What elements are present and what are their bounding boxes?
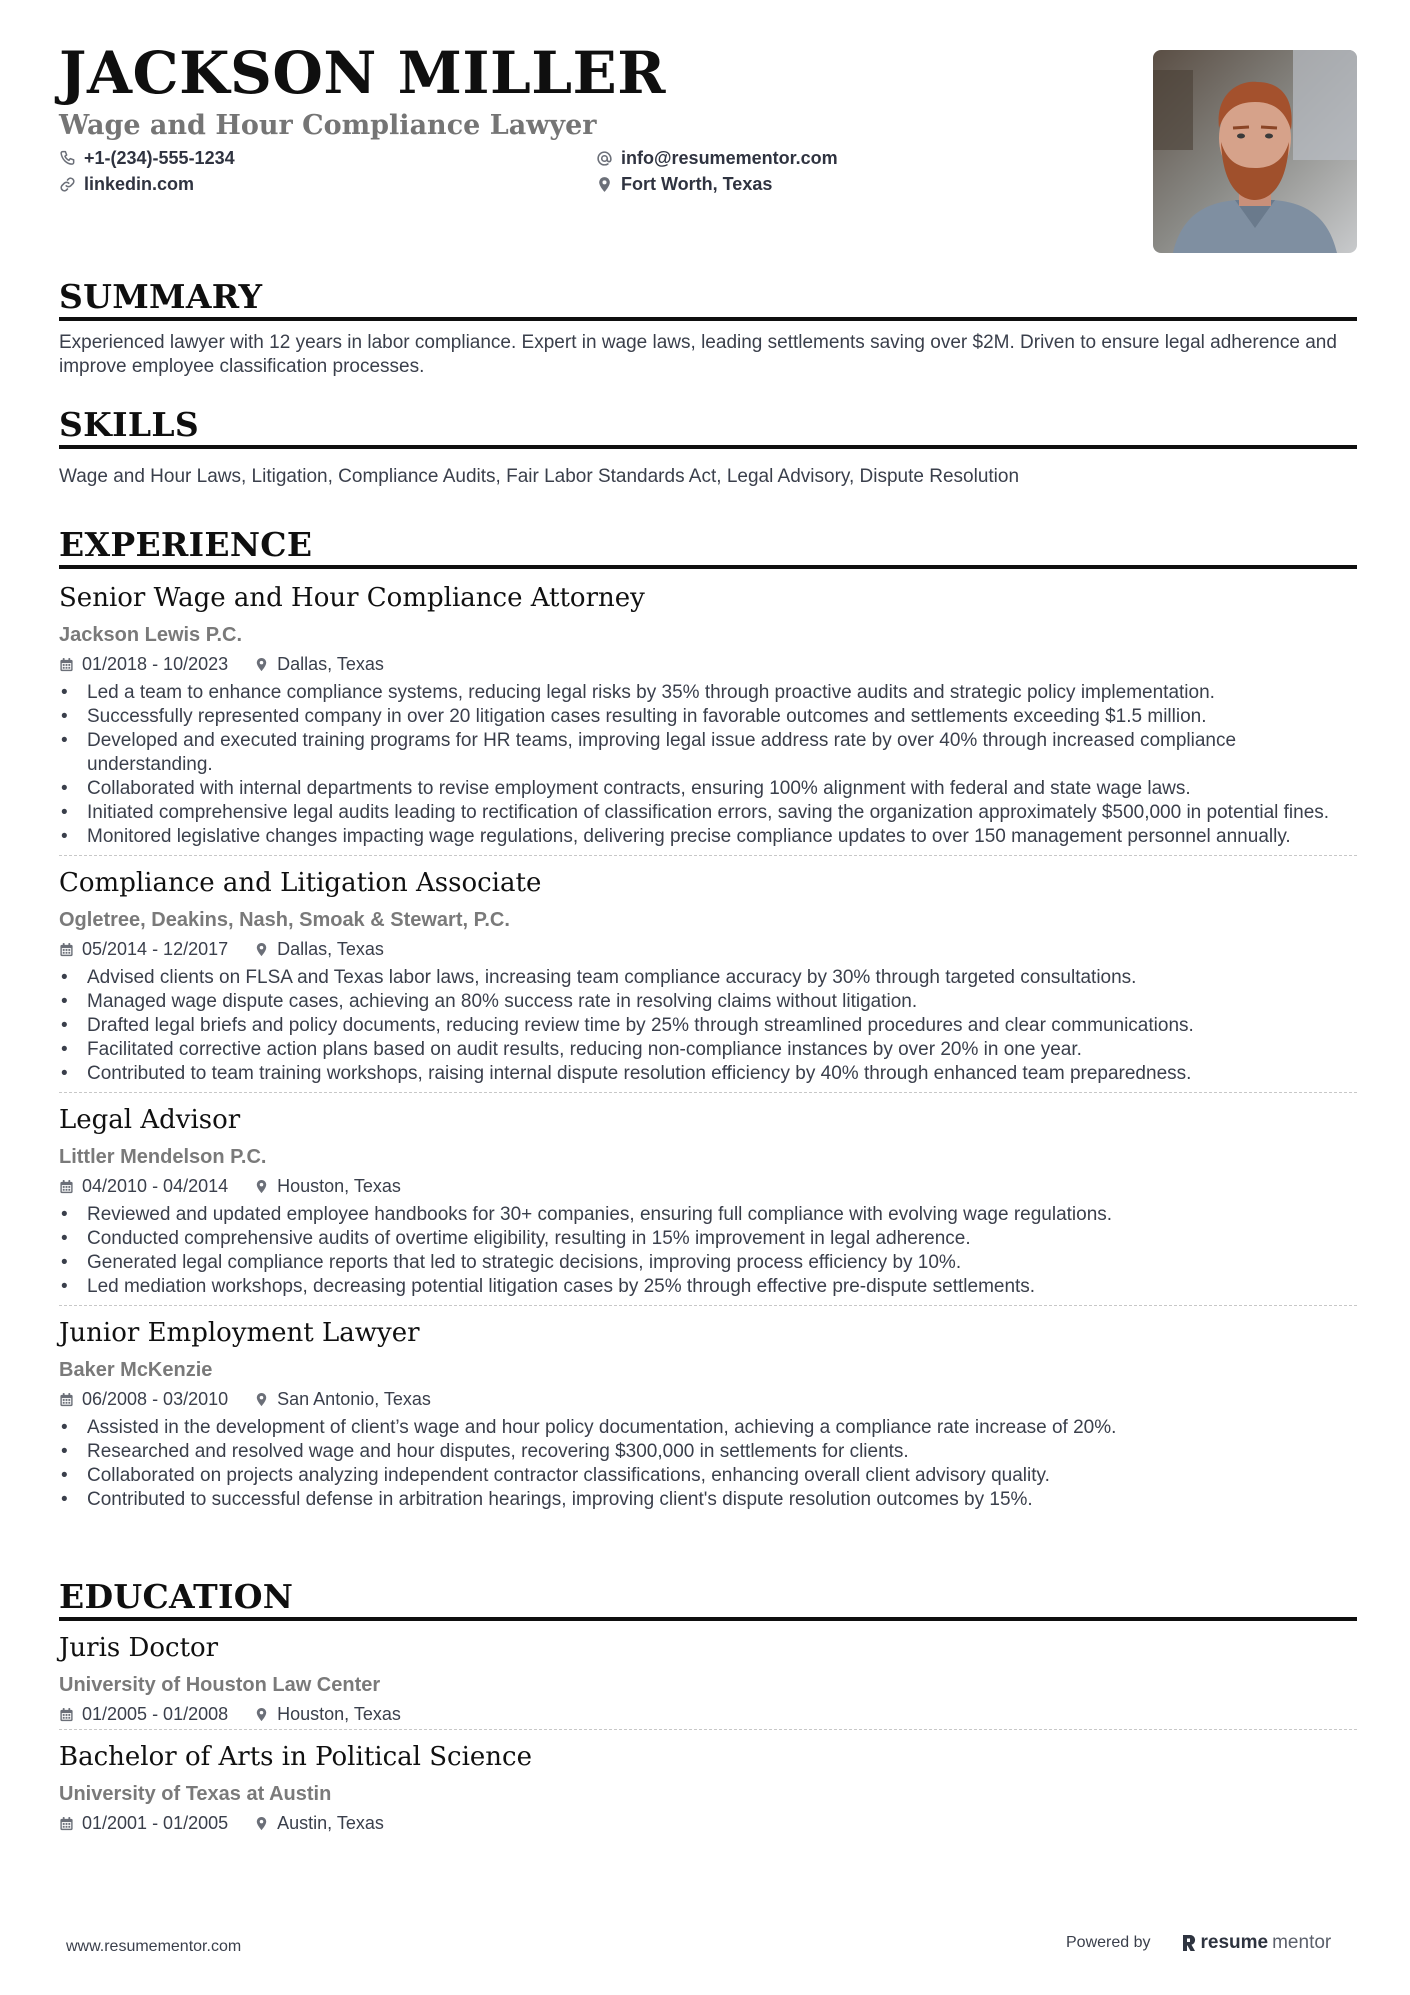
job-location-text: Dallas, Texas xyxy=(277,939,384,959)
phone-text: +1-(234)-555-1234 xyxy=(84,148,235,168)
location-pin-icon xyxy=(254,1816,269,1831)
education-heading: EDUCATION xyxy=(59,1580,1357,1621)
job-title: Junior Employment Lawyer xyxy=(59,1318,420,1348)
job-dates xyxy=(59,1177,228,1195)
entry-divider xyxy=(59,1305,1357,1306)
summary-heading: SUMMARY xyxy=(59,280,1357,321)
job-company: Littler Mendelson P.C. xyxy=(59,1146,267,1168)
location-pin-icon xyxy=(254,1179,269,1194)
footer-website[interactable]: www.resumementor.com xyxy=(66,1938,242,1955)
degree-title: Bachelor of Arts in Political Science xyxy=(59,1742,532,1772)
school-name: University of Houston Law Center xyxy=(59,1674,381,1696)
education-dates xyxy=(59,1814,228,1832)
education-dates-text: 01/2001 - 01/2005 xyxy=(82,1813,229,1833)
job-meta xyxy=(59,1177,1357,1195)
calendar-icon xyxy=(59,1179,74,1194)
bullet-item: • Generated legal compliance reports that led to strategic decisions, improving process efficiency by 10%. xyxy=(59,1251,1357,1275)
bullet-item: • Drafted legal briefs and policy documents, reducing review time by 25% through streamlined procedures and clear communications. xyxy=(59,1014,1357,1038)
location-pin-icon xyxy=(254,657,269,672)
bullet-item: • Advised clients on FLSA and Texas labor laws, increasing team compliance accuracy by 30% through targeted consultations. xyxy=(59,966,1357,990)
job-dates-text: 01/2018 - 10/2023 xyxy=(82,654,229,674)
job-title: Compliance and Litigation Associate xyxy=(59,868,542,898)
link-icon xyxy=(59,176,76,193)
bullet-item: • Led mediation workshops, decreasing potential litigation cases by 25% through effective pre-dispute settlements. xyxy=(59,1275,1357,1299)
contact-email[interactable] xyxy=(596,148,838,169)
education-dates xyxy=(59,1705,228,1723)
bullet-item: • Researched and resolved wage and hour disputes, recovering $300,000 in settlements for clients. xyxy=(59,1440,1357,1464)
profile-photo xyxy=(1153,50,1357,253)
location-pin-icon xyxy=(596,176,613,193)
education-entry xyxy=(59,1744,1357,1832)
email-text[interactable]: info@resumementor.com xyxy=(621,148,838,168)
calendar-icon xyxy=(59,657,74,672)
footer-branding xyxy=(1066,1932,1331,1954)
bullet-item: • Developed and executed training programs for HR teams, improving legal issue address rate by over 40% through increased compliance understanding. xyxy=(59,729,1357,777)
bullet-item: • Initiated comprehensive legal audits leading to rectification of classification errors, saving the organization approximately $500,000 in potential fines. xyxy=(59,801,1357,825)
job-dates-text: 04/2010 - 04/2014 xyxy=(82,1176,229,1196)
education-location-text: Austin, Texas xyxy=(277,1813,384,1833)
bullet-item: • Facilitated corrective action plans based on audit results, reducing non-compliance instances by over 20% in one year. xyxy=(59,1038,1357,1062)
contact-linkedin[interactable] xyxy=(59,174,194,195)
linkedin-text[interactable]: linkedin.com xyxy=(84,174,195,194)
calendar-icon xyxy=(59,1816,74,1831)
bullet-item: • Collaborated on projects analyzing independent contractor classifications, enhancing overall client advisory quality. xyxy=(59,1464,1357,1488)
contact-location xyxy=(596,174,772,195)
brand-logo[interactable] xyxy=(1181,1932,1332,1954)
job-entry xyxy=(59,1107,1357,1306)
job-location xyxy=(254,655,384,673)
job-dates-text: 06/2008 - 03/2010 xyxy=(82,1389,229,1409)
job-location xyxy=(254,940,384,958)
phone-icon xyxy=(59,150,76,167)
job-company: Jackson Lewis P.C. xyxy=(59,624,243,646)
skills-heading: SKILLS xyxy=(59,408,1357,449)
job-dates xyxy=(59,655,228,673)
job-entry xyxy=(59,870,1357,1093)
education-section xyxy=(59,1577,1357,1833)
bullet-item: • Managed wage dispute cases, achieving an 80% success rate in resolving claims without litigation. xyxy=(59,990,1357,1014)
degree-title: Juris Doctor xyxy=(59,1633,219,1663)
job-location-text: San Antonio, Texas xyxy=(277,1389,431,1409)
education-meta xyxy=(59,1814,1357,1832)
school-name: University of Texas at Austin xyxy=(59,1783,332,1805)
job-location-text: Houston, Texas xyxy=(277,1176,401,1196)
education-dates-text: 01/2005 - 01/2008 xyxy=(82,1704,229,1724)
location-pin-icon xyxy=(254,942,269,957)
education-meta xyxy=(59,1705,1357,1723)
calendar-icon xyxy=(59,1707,74,1722)
job-bullets xyxy=(59,1203,1357,1299)
job-location xyxy=(254,1177,401,1195)
bullet-item: • Contributed to successful defense in arbitration hearings, improving client's dispute resolution outcomes by 15%. xyxy=(59,1488,1357,1512)
bullet-item: • Successfully represented company in over 20 litigation cases resulting in favorable outcomes and settlements exceeding $1.5 million. xyxy=(59,705,1357,729)
job-title: Senior Wage and Hour Compliance Attorney xyxy=(59,583,645,613)
bullet-item: • Assisted in the development of client’s wage and hour policy documentation, achieving a compliance rate increase of 20%. xyxy=(59,1416,1357,1440)
job-dates xyxy=(59,940,228,958)
job-location xyxy=(254,1390,431,1408)
bullet-item: • Collaborated with internal departments to revise employment contracts, ensuring 100% alignment with federal and state wage laws. xyxy=(59,777,1357,801)
education-location xyxy=(254,1705,401,1723)
job-company: Baker McKenzie xyxy=(59,1359,213,1381)
resume-header xyxy=(59,0,1357,270)
summary-text: Experienced lawyer with 12 years in labor compliance. Expert in wage laws, leading settlements saving over $2M. Driven to ensure legal adherence and improve employee classification processes. xyxy=(59,332,1337,377)
summary-section xyxy=(59,277,1357,379)
contact-phone xyxy=(59,148,235,169)
education-location xyxy=(254,1814,384,1832)
job-meta xyxy=(59,655,1357,673)
job-bullets xyxy=(59,1416,1357,1512)
location-text: Fort Worth, Texas xyxy=(621,174,773,194)
job-dates xyxy=(59,1390,228,1408)
job-entry xyxy=(59,585,1357,856)
education-entry xyxy=(59,1635,1357,1730)
entry-divider xyxy=(59,855,1357,856)
at-icon xyxy=(596,150,613,167)
resume-page xyxy=(59,0,1357,1833)
brand-name-bold: resume xyxy=(1200,1932,1269,1953)
location-pin-icon xyxy=(254,1392,269,1407)
experience-section xyxy=(59,525,1357,1512)
bullet-item: • Monitored legislative changes impacting wage regulations, delivering precise compliance updates to over 150 management personnel annually. xyxy=(59,825,1357,849)
job-location-text: Dallas, Texas xyxy=(277,654,384,674)
skills-section xyxy=(59,405,1357,489)
calendar-icon xyxy=(59,1392,74,1407)
bullet-item: • Contributed to team training workshops, raising internal dispute resolution efficiency by 40% through enhanced team preparedness. xyxy=(59,1062,1357,1086)
experience-heading: EXPERIENCE xyxy=(59,528,1357,569)
bullet-item: • Led a team to enhance compliance systems, reducing legal risks by 35% through proactive audits and strategic policy implementation. xyxy=(59,681,1357,705)
skills-text: Wage and Hour Laws, Litigation, Compliance Audits, Fair Labor Standards Act, Legal Advisory, Dispute Resolution xyxy=(59,466,1020,487)
job-bullets xyxy=(59,966,1357,1086)
job-bullets xyxy=(59,681,1357,849)
powered-by-label: Powered by xyxy=(1066,1934,1151,1951)
bullet-item: • Conducted comprehensive audits of overtime eligibility, resulting in 15% improvement in legal adherence. xyxy=(59,1227,1357,1251)
candidate-role: Wage and Hour Compliance Lawyer xyxy=(59,110,597,141)
brand-name-light: mentor xyxy=(1272,1932,1332,1953)
entry-divider xyxy=(59,1092,1357,1093)
job-meta xyxy=(59,1390,1357,1408)
job-meta xyxy=(59,940,1357,958)
location-pin-icon xyxy=(254,1707,269,1722)
candidate-name: JACKSON MILLER xyxy=(59,39,666,107)
job-title: Legal Advisor xyxy=(59,1105,241,1135)
calendar-icon xyxy=(59,942,74,957)
job-entry xyxy=(59,1320,1357,1512)
resumementor-logo-icon xyxy=(1181,1933,1197,1953)
bullet-item: • Reviewed and updated employee handbooks for 30+ companies, ensuring full compliance with evolving wage regulations. xyxy=(59,1203,1357,1227)
portrait-image xyxy=(1153,50,1357,253)
job-company: Ogletree, Deakins, Nash, Smoak & Stewart, P.C. xyxy=(59,909,510,931)
entry-divider xyxy=(59,1729,1357,1730)
education-location-text: Houston, Texas xyxy=(277,1704,401,1724)
job-dates-text: 05/2014 - 12/2017 xyxy=(82,939,229,959)
